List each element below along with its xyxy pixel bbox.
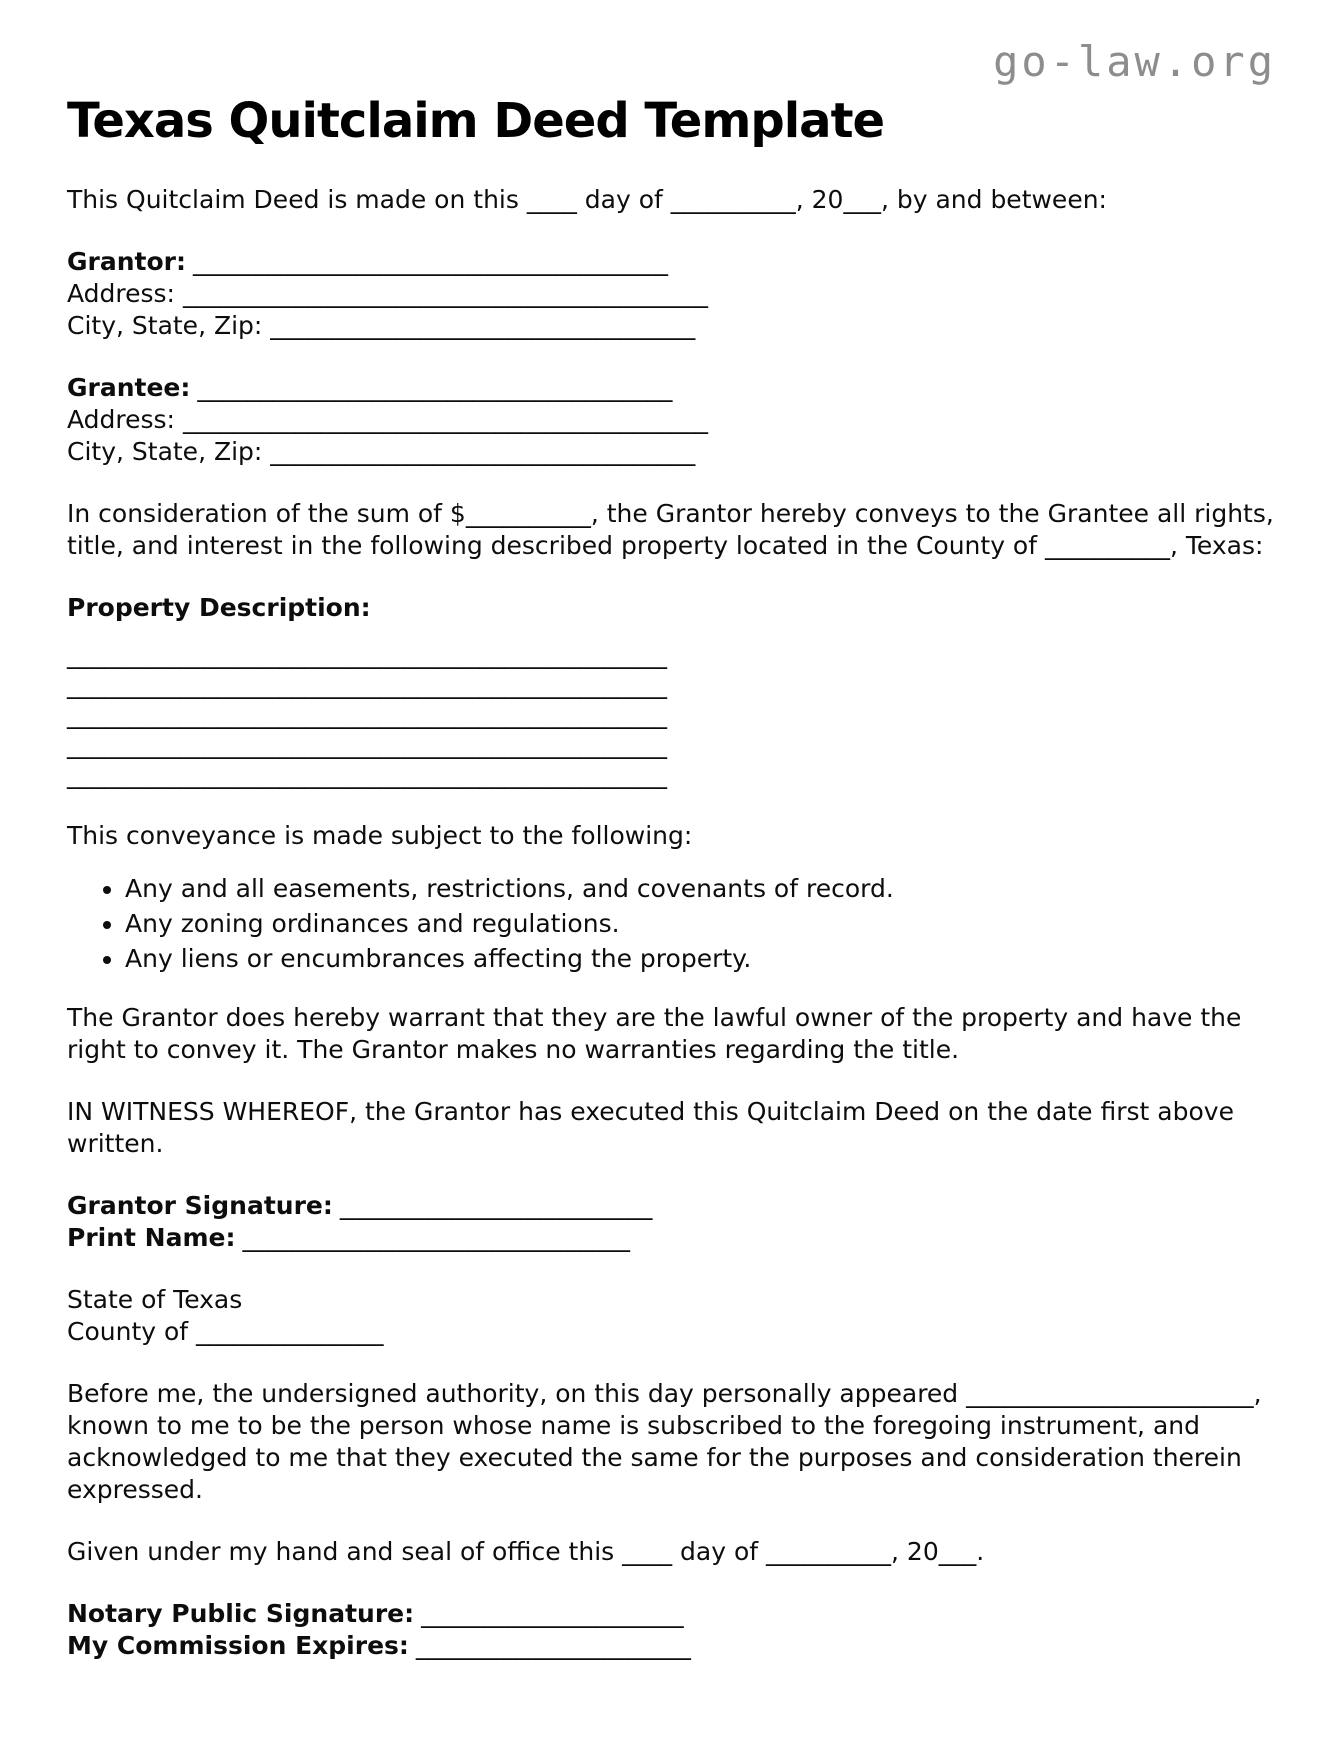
grantor-name-row [67, 246, 1276, 278]
commission-expires-row [67, 1630, 1276, 1662]
grantor-name-blank: ______________________________________ [192, 247, 668, 276]
print-name-row [67, 1222, 1276, 1254]
property-blank-line: ________________________________________________ [67, 700, 667, 729]
grantee-address-blank: __________________________________________ [182, 405, 708, 434]
notary-signature-row [67, 1598, 1276, 1630]
commission-expires-label: My Commission Expires: [67, 1631, 409, 1660]
grantor-citystatezip-row [67, 310, 1276, 342]
grantee-name-blank: ______________________________________ [197, 373, 673, 402]
brand-logo: go-law.org [993, 37, 1276, 86]
jurisdiction-section [67, 1284, 1276, 1348]
county-of-label: County of [67, 1317, 189, 1346]
grantor-address-label: Address: [67, 279, 175, 308]
warranty-paragraph: The Grantor does hereby warrant that they are the lawful owner of the property and have the right to convey it. The Grantor makes no warranties regarding the title. [67, 1003, 1242, 1064]
grantor-citystatezip-label: City, State, Zip: [67, 311, 263, 340]
property-description-heading: Property Description: [67, 593, 371, 622]
conveyance-intro: This conveyance is made subject to the following: [67, 821, 693, 850]
state-of-texas-line: State of Texas [67, 1285, 243, 1314]
grantee-address-label: Address: [67, 405, 175, 434]
print-name-label: Print Name: [67, 1223, 236, 1252]
county-of-row [67, 1316, 1276, 1348]
grantor-address-row [67, 278, 1276, 310]
bullet-item: • Any and all easements, restrictions, and covenants of record. [125, 874, 1276, 904]
notary-section [67, 1598, 1276, 1662]
grantor-section [67, 246, 1276, 342]
grantee-citystatezip-row [67, 436, 1276, 468]
print-name-blank: _______________________________ [242, 1223, 630, 1252]
consideration-paragraph: In consideration of the sum of $__________, the Grantor hereby conveys to the Grantee all rights, title, and interest in the following described property located in the County of __________, Texas: [67, 499, 1274, 560]
grantor-signature-blank: _________________________ [339, 1191, 653, 1220]
property-blank-line: ________________________________________________ [67, 670, 667, 699]
grantor-name-label: Grantor: [67, 247, 186, 276]
grantee-citystatezip-blank: __________________________________ [270, 437, 696, 466]
bullet-item: • Any zoning ordinances and regulations. [125, 909, 1276, 939]
grantor-signature-row [67, 1190, 1276, 1222]
grantee-citystatezip-label: City, State, Zip: [67, 437, 263, 466]
intro-paragraph: This Quitclaim Deed is made on this ____ day of __________, 20___, by and between: [67, 185, 1107, 214]
given-under-hand-paragraph: Given under my hand and seal of office this ____ day of __________, 20___. [67, 1537, 985, 1566]
witness-paragraph: IN WITNESS WHEREOF, the Grantor has executed this Quitclaim Deed on the date first above written. [67, 1097, 1234, 1158]
property-blank-line: ________________________________________________ [67, 760, 667, 789]
grantee-name-row [67, 372, 1276, 404]
grantee-address-row [67, 404, 1276, 436]
grantor-address-blank: __________________________________________ [182, 279, 708, 308]
notary-signature-label: Notary Public Signature: [67, 1599, 415, 1628]
bullet-item: • Any liens or encumbrances affecting the property. [125, 944, 1276, 974]
commission-expires-blank: ______________________ [415, 1631, 691, 1660]
property-description-lines [67, 640, 1276, 790]
grantee-section [67, 372, 1276, 468]
grantor-citystatezip-blank: __________________________________ [270, 311, 696, 340]
property-blank-line: ________________________________________________ [67, 640, 667, 669]
property-blank-line: ________________________________________________ [67, 730, 667, 759]
grantee-name-label: Grantee: [67, 373, 191, 402]
county-of-blank: _______________ [196, 1317, 384, 1346]
notary-signature-blank: _____________________ [421, 1599, 684, 1628]
notary-acknowledgment-paragraph: Before me, the undersigned authority, on this day personally appeared _______________________, known to me to be the person whose name is subscribed to the foregoing instrument, and acknowledged to me that they executed the same for the purposes and consideration therein expressed. [67, 1379, 1262, 1504]
grantor-signature-section [67, 1190, 1276, 1254]
page-title: Texas Quitclaim Deed Template [67, 93, 885, 149]
grantor-signature-label: Grantor Signature: [67, 1191, 333, 1220]
conveyance-bullet-list [67, 874, 1276, 974]
